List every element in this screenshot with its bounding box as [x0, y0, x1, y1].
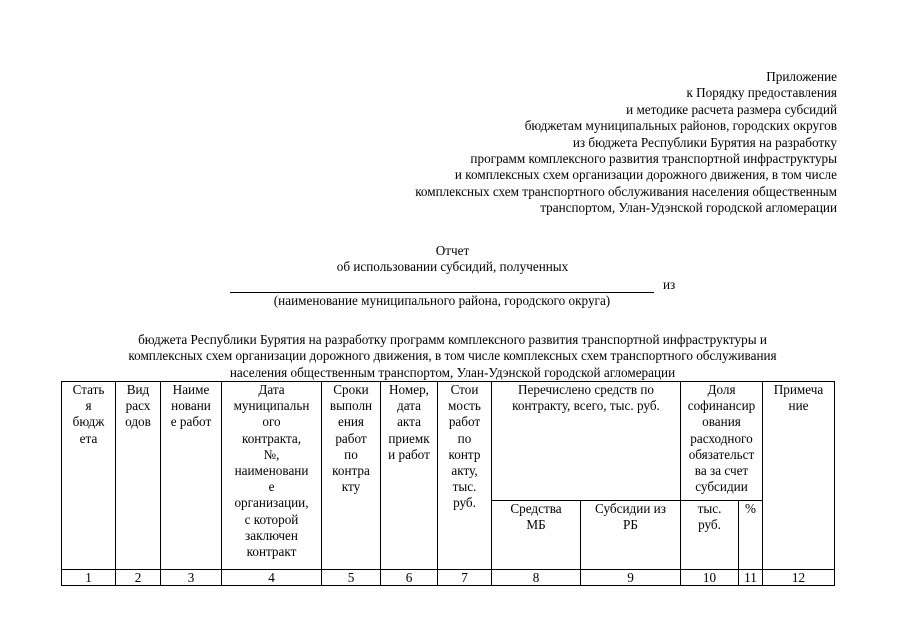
appendix-line: бюджетам муниципальных районов, городских округов: [524, 118, 837, 134]
appendix-line: программ комплексного развития транспортной инфраструктуры: [470, 151, 837, 167]
municipality-fill-row: [230, 277, 680, 293]
municipality-caption: (наименование муниципального района, городского округа): [273, 293, 611, 308]
appendix-line: Приложение: [766, 69, 837, 84]
header-cofinancing-share: Доля софинансир ования расходного обязательст ва за счет субсидии: [681, 382, 763, 501]
column-number: 5: [322, 570, 381, 586]
appendix-line: к Порядку предоставления: [686, 85, 837, 101]
appendix-line: из бюджета Республики Бурятия на разработку: [572, 134, 837, 150]
appendix-line: транспортом, Улан-Удэнской городской агломерации: [540, 200, 837, 216]
report-title: Отчет: [435, 243, 470, 258]
report-description: [60, 332, 845, 381]
column-number: 3: [161, 570, 222, 586]
header-thousand-rubles: тыс. руб.: [681, 501, 739, 570]
description-line: населения общественным транспортом, Улан-Удэнской городской агломерации: [229, 364, 676, 380]
report-table: [61, 381, 835, 586]
from-word: из: [663, 277, 676, 292]
header-mb-funds: Средства МБ: [492, 501, 581, 570]
header-acceptance-act: Номер, дата акта приемк и работ: [381, 382, 438, 570]
report-title-block: [0, 243, 905, 276]
column-number: 6: [381, 570, 438, 586]
report-subtitle: об использовании субсидий, полученных: [336, 259, 569, 275]
appendix-line: комплексных схем транспортного обслуживания населения общественным: [415, 183, 837, 199]
column-number: 9: [581, 570, 681, 586]
column-number: 12: [763, 570, 835, 586]
header-contract-info: Дата муниципальн ого контракта, №, наименовани е организации, с которой заключен контракт: [222, 382, 322, 570]
header-work-deadlines: Сроки выполн ения работ по контра кту: [322, 382, 381, 570]
header-rb-subsidies: Субсидии из РБ: [581, 501, 681, 570]
description-line: бюджета Республики Бурятия на разработку программ комплексного развития транспортной инфраструктуры и: [138, 332, 767, 347]
appendix-line: и комплексных схем организации дорожного движения, в том числе: [454, 167, 837, 183]
column-number: 8: [492, 570, 581, 586]
column-number: 4: [222, 570, 322, 586]
column-number: 2: [116, 570, 161, 586]
appendix-header: [317, 69, 837, 217]
column-number: 11: [739, 570, 763, 586]
column-number: 1: [62, 570, 116, 586]
header-note: Примеча ние: [763, 382, 835, 570]
table-number-row: [62, 570, 835, 586]
header-percent: %: [739, 501, 763, 570]
header-expense-type: Вид расх одов: [116, 382, 161, 570]
header-budget-article: Стать я бюдж ета: [62, 382, 116, 570]
header-funds-transferred: Перечислено средств по контракту, всего, тыс. руб.: [492, 382, 681, 501]
header-work-name: Наиме новани е работ: [161, 382, 222, 570]
appendix-line: и методике расчета размера субсидий: [626, 101, 837, 117]
description-line: комплексных схем организации дорожного движения, в том числе комплексных схем транспортного обслуживания: [128, 348, 777, 364]
column-number: 7: [438, 570, 492, 586]
header-work-cost: Стои мость работ по контр акту, тыс. руб.: [438, 382, 492, 570]
column-number: 10: [681, 570, 739, 586]
table-header-row: [62, 382, 835, 501]
